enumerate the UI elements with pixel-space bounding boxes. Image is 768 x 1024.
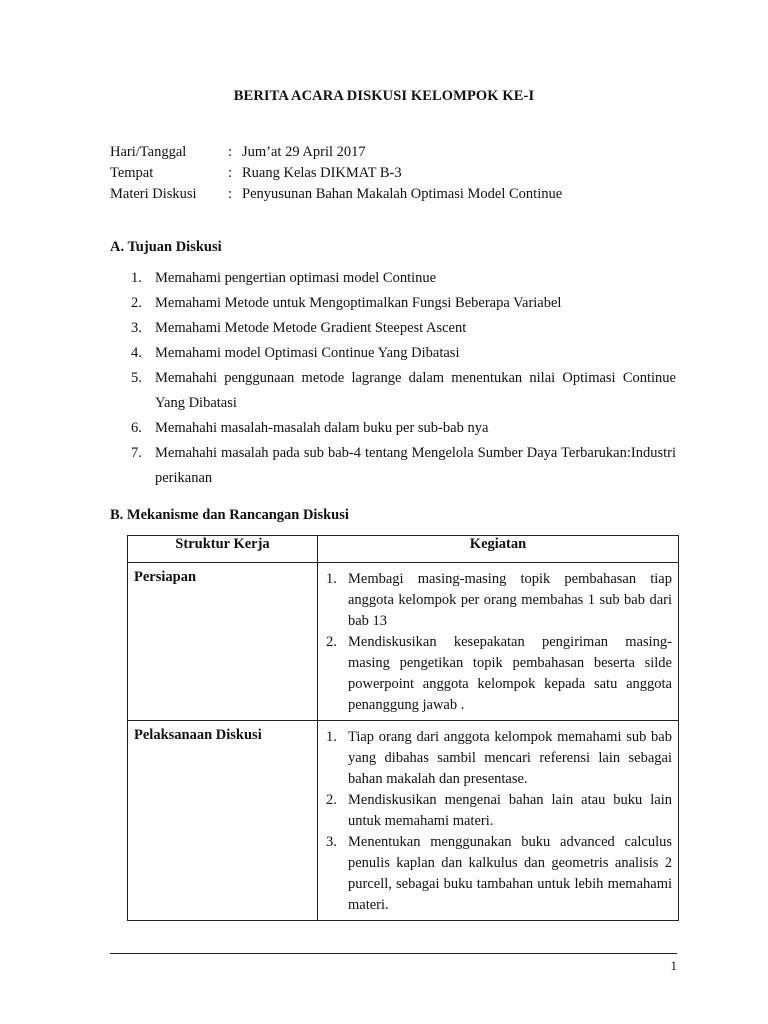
activity-cell	[318, 563, 679, 721]
mechanism-table	[127, 535, 679, 921]
footer-divider	[110, 953, 677, 954]
info-colon: :	[228, 165, 233, 181]
list-text: Memahami model Optimasi Continue Yang Dibatasi	[155, 345, 460, 361]
activity-cell	[318, 721, 679, 921]
document-title: BERITA ACARA DISKUSI KELOMPOK KE-I	[233, 88, 535, 104]
list-number: 3.	[131, 320, 142, 336]
list-item	[324, 569, 672, 632]
list-text: Memahahi penggunaan metode lagrange dalam menentukan nilai Optimasi Continue Yang Dibatasi	[155, 370, 676, 411]
info-value: Ruang Kelas DIKMAT B-3	[242, 165, 402, 181]
column-header-activity: Kegiatan	[318, 536, 679, 563]
section-a-heading: A. Tujuan Diskusi	[110, 239, 222, 255]
list-text: Memahahi masalah-masalah dalam buku per sub-bab nya	[155, 420, 489, 436]
list-text: Memahami Metode untuk Mengoptimalkan Fungsi Beberapa Variabel	[155, 295, 562, 311]
list-text: Mendiskusikan kesepakatan pengiriman masing-masing pengetikan topik pembahasan beserta silde powerpoint anggota kelompok kepada satu anggota penanggung jawab .	[348, 634, 672, 713]
info-value: Penyusunan Bahan Makalah Optimasi Model Continue	[242, 186, 563, 202]
list-number: 3.	[326, 834, 337, 850]
list-number: 4.	[131, 345, 142, 361]
list-number: 6.	[131, 420, 142, 436]
list-text: Memahami pengertian optimasi model Continue	[155, 270, 437, 286]
list-item	[131, 341, 676, 366]
list-item	[131, 416, 676, 441]
list-item	[324, 632, 672, 716]
table-header-row	[128, 536, 679, 563]
list-number: 7.	[131, 445, 142, 461]
goals-list	[131, 266, 676, 491]
list-text: Memahahi masalah pada sub bab-4 tentang Mengelola Sumber Daya Terbarukan:Industri perikanan	[155, 445, 676, 486]
list-item	[131, 441, 676, 491]
list-number: 1.	[131, 270, 142, 286]
list-number: 1.	[326, 729, 337, 745]
list-text: Tiap orang dari anggota kelompok memahami sub bab yang dibahas sambil mencari referensi lain sebagai bahan makalah dan presentase.	[348, 729, 672, 787]
list-text: Memahami Metode Metode Gradient Steepest Ascent	[155, 320, 467, 336]
page-number: 1	[670, 958, 677, 973]
info-colon: :	[228, 144, 233, 160]
structure-cell: Persiapan	[128, 563, 318, 721]
list-number: 2.	[131, 295, 142, 311]
info-row-topic	[110, 184, 562, 205]
column-header-structure: Struktur Kerja	[128, 536, 318, 563]
list-item	[131, 266, 676, 291]
list-number: 1.	[326, 571, 337, 587]
activity-list	[324, 727, 672, 916]
info-label: Materi Diskusi	[110, 186, 197, 202]
list-item	[131, 316, 676, 341]
list-item	[131, 291, 676, 316]
list-item	[324, 790, 672, 832]
info-value: Jum’at 29 April 2017	[242, 144, 366, 160]
info-label: Tempat	[110, 165, 154, 181]
activity-list	[324, 569, 672, 716]
list-text: Mendiskusikan mengenai bahan lain atau buku lain untuk memahami materi.	[348, 792, 672, 829]
list-number: 5.	[131, 370, 142, 386]
table-row	[128, 563, 679, 721]
list-item	[324, 727, 672, 790]
meeting-info	[110, 142, 562, 205]
info-label: Hari/Tanggal	[110, 144, 187, 160]
table-row	[128, 721, 679, 921]
list-item	[324, 832, 672, 916]
structure-cell: Pelaksanaan Diskusi	[128, 721, 318, 921]
info-colon: :	[228, 186, 233, 202]
list-number: 2.	[326, 634, 337, 650]
list-text: Membagi masing-masing topik pembahasan tiap anggota kelompok per orang membahas 1 sub bab dari bab 13	[348, 571, 672, 629]
info-row-place	[110, 163, 562, 184]
section-b-heading: B. Mekanisme dan Rancangan Diskusi	[110, 507, 349, 523]
list-number: 2.	[326, 792, 337, 808]
info-row-date	[110, 142, 562, 163]
list-text: Menentukan menggunakan buku advanced calculus penulis kaplan dan kalkulus dan geometris analisis 2 purcell, sebagai buku tambahan untuk lebih memahami materi.	[348, 834, 672, 913]
list-item	[131, 366, 676, 416]
